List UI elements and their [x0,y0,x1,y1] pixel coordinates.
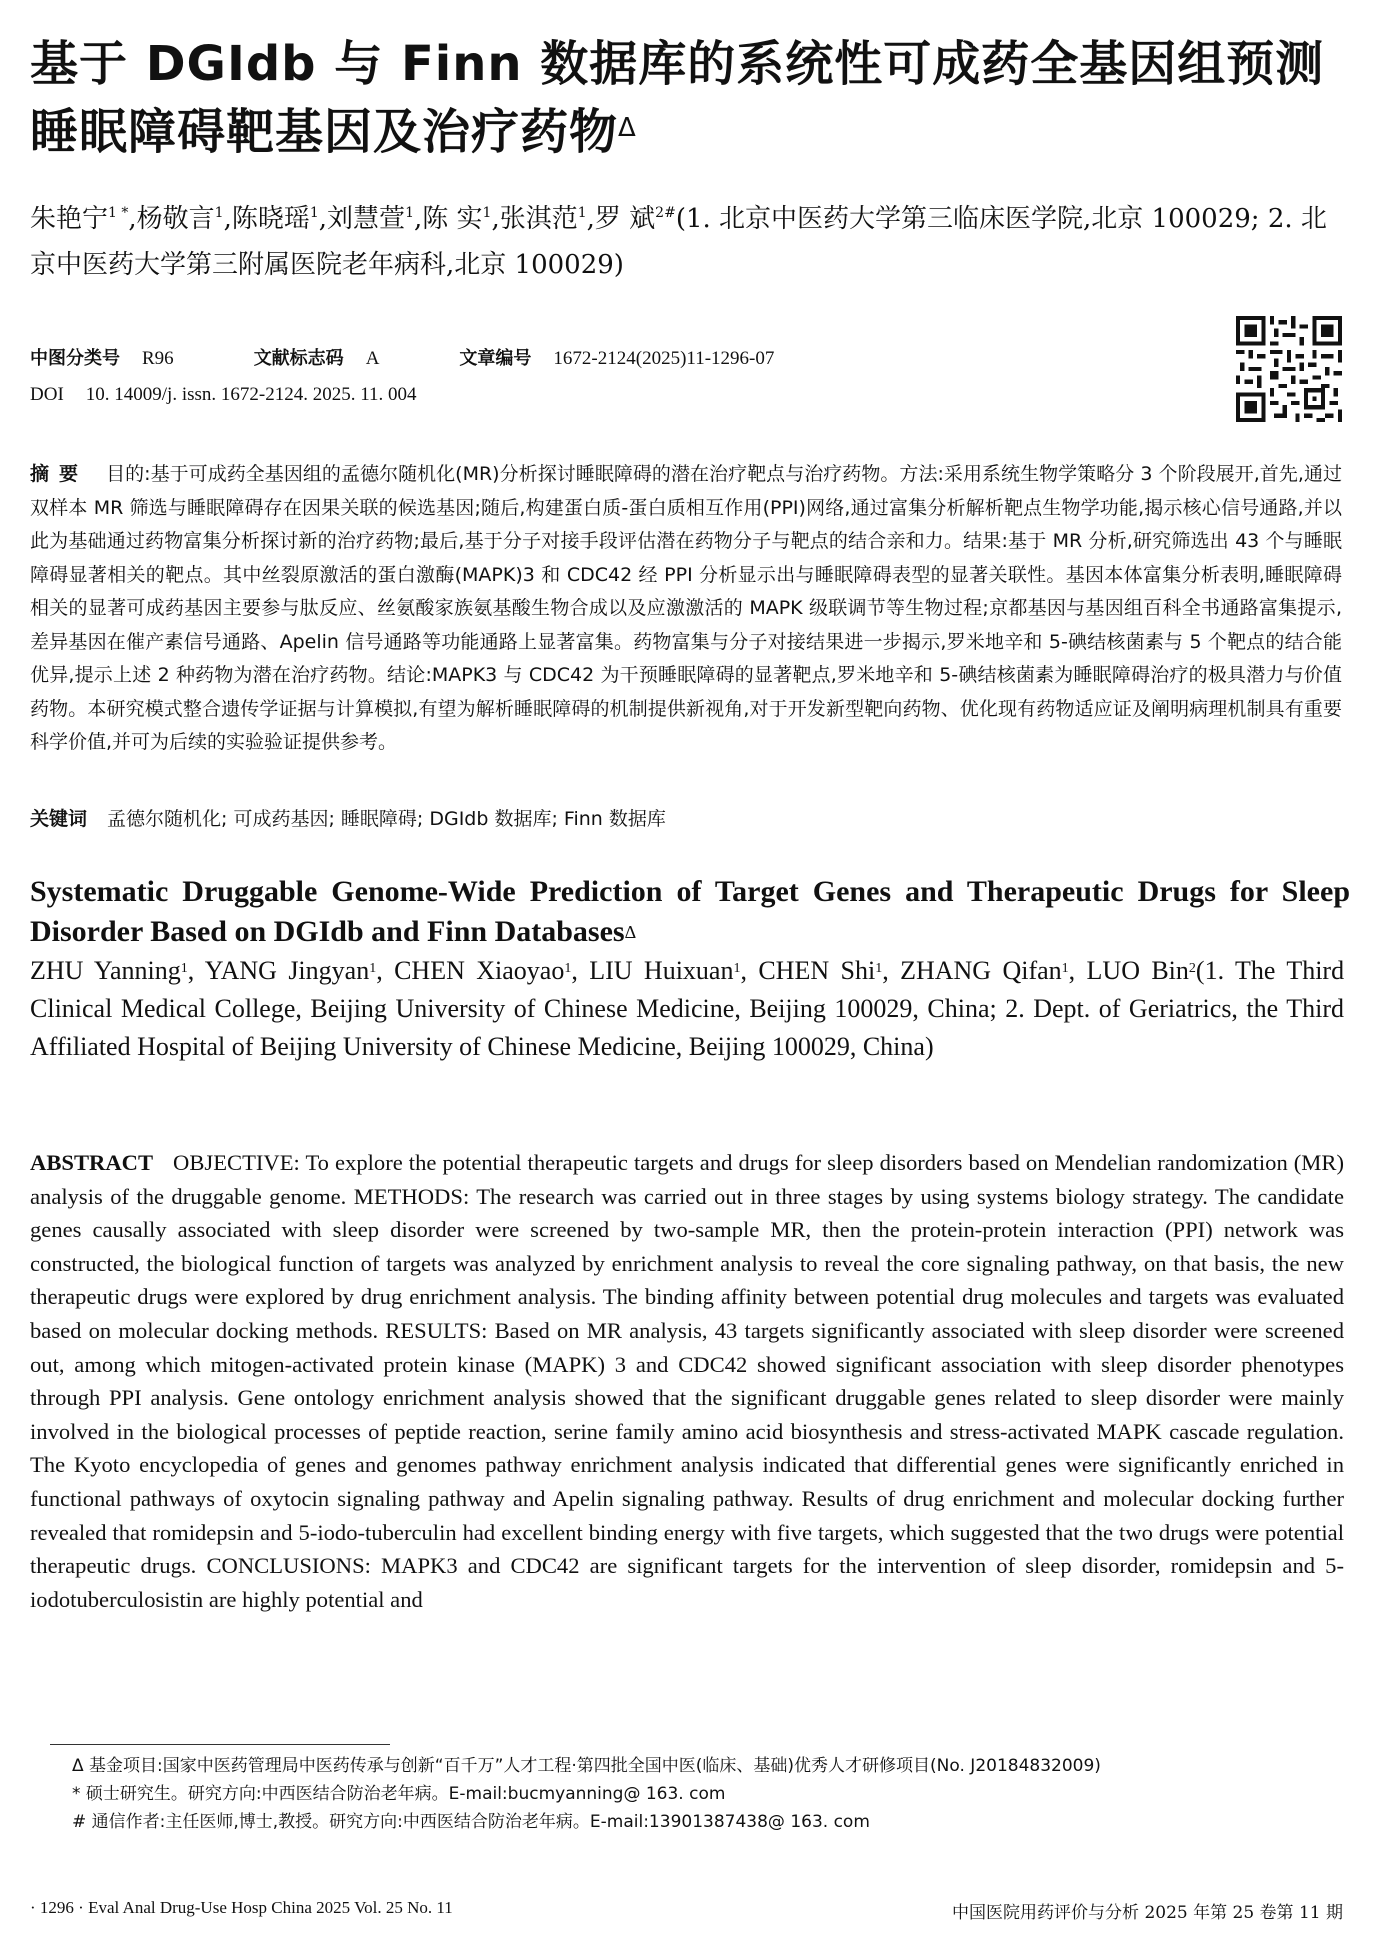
doi-value: 10. 14009/j. issn. 1672-2124. 2025. 11. 004 [85,384,417,405]
affiliations-cn: (1. 北京中医药大学第三临床医学院,北京 100029; 2. 北京中医药大学第三附属医院老年病科,北京 100029) [30,204,1327,280]
abstract-en [30,1146,1344,1616]
title-cn [30,30,1350,166]
article-no-label: 文章编号 [459,348,532,369]
abstract-en-text: OBJECTIVE: To explore the potential therapeutic targets and drugs for sleep disorders based on Mendelian randomization (MR) analysis of the druggable genome. METHODS: The research was carried out in three stages by using systems biology strategy. The candidate genes causally associated with sleep disorder were screened by two-sample MR, then the protein-protein interaction (PPI) network was constructed, the biological function of targets was analyzed by enrichment analysis to reveal the core signaling pathway, on that basis, the new therapeutic drugs were explored by drug enrichment analysis. The binding affinity between potential drug molecules and targets was evaluated based on molecular docking methods. RESULTS: Based on MR analysis, 43 targets significantly associated with sleep disorder were screened out, among which mitogen-activated protein kinase (MAPK) 3 and CDC42 showed significant association with sleep disorder phenotypes through PPI analysis. Gene ontology enrichment analysis showed that the significant druggable genes related to sleep disorder were mainly involved in the biological processes of peptide reaction, serine family amino acid biosynthesis and stress-activated MAPK cascade regulation. The Kyoto encyclopedia of genes and genomes pathway enrichment analysis indicated that differential genes were significantly enriched in functional pathways of oxytocin signaling pathway and Apelin signaling pathway. Results of drug enrichment and molecular docking further revealed that romidepsin and 5-iodo-tuberculin had excellent binding energy with five targets, which suggested that the two drugs were potential therapeutic drugs. CONCLUSIONS: MAPK3 and CDC42 are significant targets for the intervention of sleep disorder, romidepsin and 5-iodotuberculosistin are highly potential and [30,1150,1344,1612]
title-cn-mark: Δ [618,113,637,143]
footnote-corresponding: # 通信作者:主任医师,博士,教授。研究方向:中西医结合防治老年病。E-mail:13901387438@ 163. com [72,1812,870,1832]
keywords-cn [30,804,1342,834]
clc-label: 中图分类号 [30,348,120,369]
authors-cn: 朱艳宁$^{1 *}$,杨敬言$^1$,陈晓瑶$^1$,刘慧萱$^1$,陈 实$^1$,张淇范$^1$,罗 斌$^{2\#}$(1. 北京中医药大学第三临床医学院,北京 100029; 2. 北京中医药大学第三附属医院老年病科,北京 100029) [30,204,1327,280]
author-en-sup: 1 [875,961,883,976]
footnote-divider [50,1744,390,1745]
keywords-cn-label: 关键词 [30,808,88,830]
author-cn-sup: 2# [655,205,676,221]
title-en-mark: Δ [624,922,637,942]
author-cn: 杨敬言 [136,204,215,234]
doc-code-value: A [365,348,380,369]
abstract-cn [30,458,1342,760]
author-cn: 张淇范 [499,204,578,234]
author-cn: 陈 实 [422,204,483,234]
abstract-cn-label: 摘要 [30,463,89,485]
abstract-en-label: ABSTRACT [30,1150,154,1175]
author-en-sup: 1 [564,961,572,976]
footnote-first-author: * 硕士研究生。研究方向:中西医结合防治老年病。E-mail:bucmyanning@ 163. com [72,1784,726,1804]
author-cn-sup: 1 [405,205,414,221]
author-cn: 刘慧萱 [327,204,406,234]
author-cn-sup: 1 [577,205,587,221]
author-en: CHEN Shi [758,956,876,985]
author-en-sup: 2 [1188,961,1196,976]
affiliations-en: (1. The Third Clinical Medical College, Beijing University of Chinese Medicine, Beijing 100029, China; 2. Dept. of Geriatrics, the Third Affiliated Hospital of Beijing University of Chinese Medicine, Beijing 100029, China) [30,956,1345,1061]
author-cn-sup: 1 * [108,205,129,221]
classification-meta [30,344,774,370]
author-cn-sup: 1 [214,205,224,221]
author-en: LUO Bin [1086,956,1189,985]
author-cn: 陈晓瑶 [231,204,310,234]
qr-code-icon[interactable] [1236,316,1342,422]
doi-label: DOI [30,384,64,405]
title-en-text: Systematic Druggable Genome-Wide Prediction of Target Genes and Therapeutic Drugs for Sleep Disorder Based on DGIdb and Finn Databases [30,875,1350,948]
keywords-cn-text: 孟德尔随机化; 可成药基因; 睡眠障碍; DGIdb 数据库; Finn 数据库 [107,808,666,830]
footer-journal-en: · 1296 · Eval Anal Drug-Use Hosp China 2025 Vol. 25 No. 11 [30,1898,453,1917]
author-en: YANG Jingyan [204,956,370,985]
title-en [30,872,1350,952]
author-cn: 朱艳宁 [30,204,109,234]
author-en: LIU Huixuan [589,956,734,985]
clc-value: R96 [142,348,174,369]
doc-code-label: 文献标志码 [253,348,344,369]
author-cn: 罗 斌 [594,204,656,234]
article-no-value: 1672-2124(2025)11-1296-07 [553,348,775,369]
doi-line [30,384,417,406]
title-cn-text: 基于 DGIdb 与 Finn 数据库的系统性可成药全基因组预测睡眠障碍靶基因及治疗药物 [30,36,1325,160]
author-cn-sup: 1 [482,205,492,221]
footer-journal-cn: 中国医院用药评价与分析 2025 年第 25 卷第 11 期 [952,1903,1343,1923]
author-cn-sup: 1 [309,205,319,221]
author-en-sup: 1 [369,961,377,976]
abstract-cn-text: 目的:基于可成药全基因组的孟德尔随机化(MR)分析探讨睡眠障碍的潜在治疗靶点与治疗药物。方法:采用系统生物学策略分 3 个阶段展开,首先,通过双样本 MR 筛选与睡眠障碍存在因果关联的候选基因;随后,构建蛋白质-蛋白质相互作用(PPI)网络,通过富集分析解析靶点生物学功能,揭示核心信号通路,并以此为基础通过药物富集分析探讨新的治疗药物;最后,基于分子对接手段评估潜在药物分子与靶点的结合亲和力。结果:基于 MR 分析,研究筛选出 43 个与睡眠障碍显著相关的靶点。其中丝裂原激活的蛋白激酶(MAPK)3 和 CDC42 经 PPI 分析显示出与睡眠障碍表型的显著关联性。基因本体富集分析表明,睡眠障碍相关的显著可成药基因主要参与肽反应、丝氨酸家族氨基酸生物合成以及应激激活的 MAPK 级联调节等生物过程;京都基因与基因组百科全书通路富集提示,差异基因在催产素信号通路、Apelin 信号通路等功能通路上显著富集。药物富集与分子对接结果进一步揭示,罗米地辛和 5-碘结核菌素与 5 个靶点的结合能优异,提示上述 2 种药物为潜在治疗药物。结论:MAPK3 与 CDC42 为干预睡眠障碍的显著靶点,罗米地辛和 5-碘结核菌素为睡眠障碍治疗的极具潜力与价值药物。本研究模式整合遗传学证据与计算模拟,有望为解析睡眠障碍的机制提供新视角,对于开发新型靶向药物、优化现有药物适应证及阐明病理机制具有重要科学价值,并可为后续的实验验证提供参考。 [30,463,1342,753]
author-en-sup: 1 [733,961,741,976]
author-en: CHEN Xiaoyao [394,956,565,985]
footnote-fund: Δ 基金项目:国家中医药管理局中医药传承与创新“百千万”人才工程·第四批全国中医(临床、基础)优秀人才研修项目(No. J20184832009) [72,1756,1101,1776]
author-en-sup: 1 [180,961,188,976]
author-en: ZHANG Qifan [900,956,1062,985]
author-en-sup: 1 [1061,961,1069,976]
authors-en: ZHU Yanning$^1$, YANG Jingyan$^1$, CHEN Xiaoyao$^1$, LIU Huixuan$^1$, CHEN Shi$^1$, ZHANG Qifan$^1$, LUO Bin$^2$(1. The Third Clinical Medical College, Beijing University of Chinese Medicine, Beijing 100029, China; 2. Dept. of Geriatrics, the Third Affiliated Hospital of Beijing University of Chinese Medicine, Beijing 100029, China) [30,956,1345,1061]
author-en: ZHU Yanning [30,956,181,985]
